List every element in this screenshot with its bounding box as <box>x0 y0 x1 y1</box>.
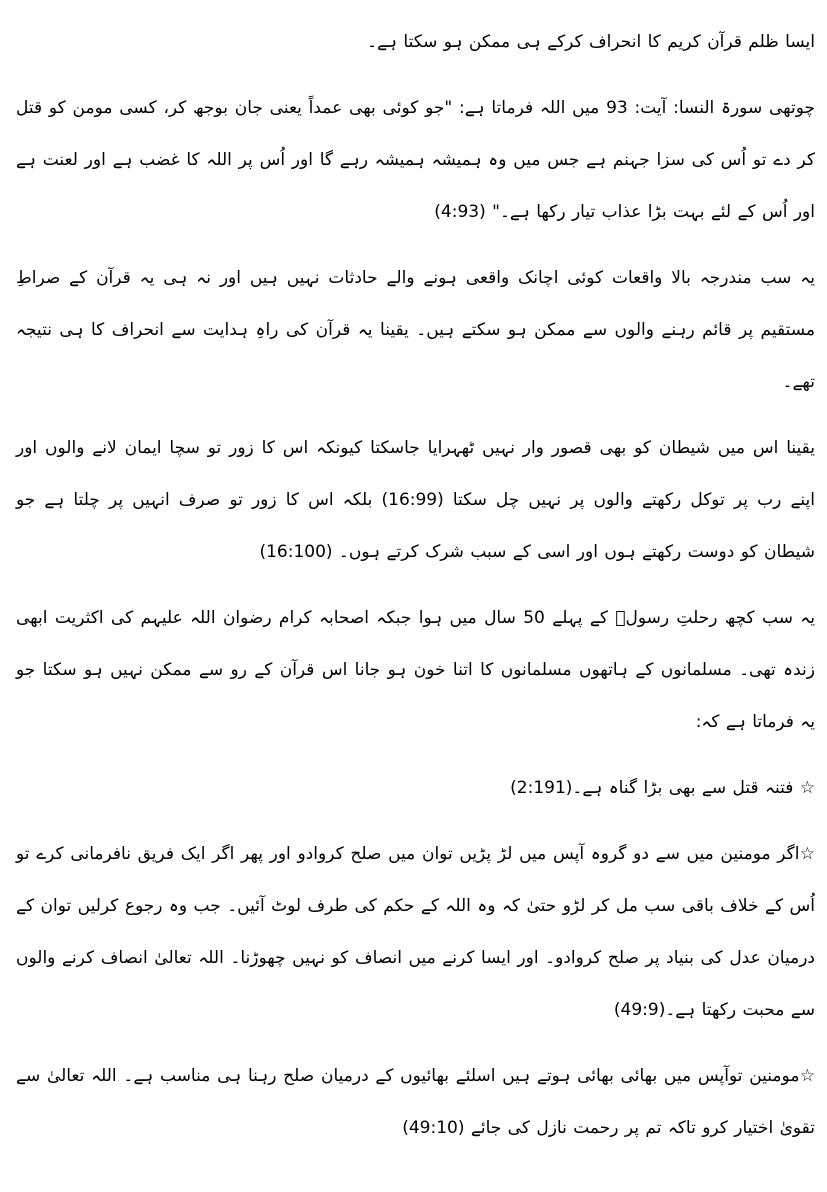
bullet-verse-2-191: ☆ فتنہ قتل سے بھی بڑا گناہ ہے۔(2:191) <box>510 778 815 798</box>
paragraph-fifty-years: یہ سب کچھ رحلتِ رسولؐ کے پہلے 50 سال میں ہوا جبکہ اصحابہ کرام رضوان اللہ علیہم کی اکثریت ابھی زندہ تھی۔ مسلمانوں کے ہاتھوں مسلمانوں کا اتنا خون ہو جانا اس قرآن کے رو سے ممکن نہیں ہو سکتا جو یہ فرماتا ہے کہ: <box>16 608 815 732</box>
paragraph-continuation: ایسا ظلم قرآن کریم کا انحراف کرکے ہی ممکن ہو سکتا ہے۔ <box>367 32 815 52</box>
paragraph-surah-nisa-93: چوتھی سورۃ النسا: آیت: 93 میں اللہ فرماتا ہے: "جو کوئی بھی عمداً یعنی جان بوجھ کر، کسی مومن کو قتل کر دے تو اُس کی سزا جہنم ہے جس میں وہ ہمیشہ ہمیشہ رہے گا اور اُس پر اللہ کا غضب ہے اور لعنت ہے اور اُس کے لئے بہت بڑا عذاب تیار رکھا ہے۔" (4:93) <box>16 98 815 222</box>
paragraph-shaitan-not-blamed: یقینا اس میں شیطان کو بھی قصور وار نہیں ٹھہرایا جاسکتا کیونکہ اس کا زور تو سچا ایمان لانے والوں اور اپنے رب پر توکل رکھتے والوں پر نہیں چل سکتا (16:99) بلکہ اس کا زور تو صرف انہیں پر چلتا ہے جو شیطان کو دوست رکھتے ہوں اور اسی کے سبب شرک کرتے ہوں۔ (16:100) <box>16 438 815 562</box>
paragraph-events-not-accidental: یہ سب مندرجہ بالا واقعات کوئی اچانک واقعی ہونے والے حادثات نہیں ہیں اور نہ ہی یہ قرآن کے صراطِ مستقیم پر قائم رہنے والوں سے ممکن ہو سکتے ہیں۔ یقینا یہ قرآن کی راہِ ہدایت سے انحراف کا ہی نتیجہ تھے۔ <box>16 268 815 392</box>
bullet-verse-49-10: ☆مومنین توآپس میں بھائی بھائی ہوتے ہیں اسلئے بھائیوں کے درمیان صلح رہنا ہی مناسب ہے۔ اللہ تعالیٰ سے تقویٰ اختیار کرو تاکہ تم پر رحمت نازل کی جائے (49:10) <box>16 1066 815 1138</box>
bullet-verse-49-9: ☆اگر مومنین میں سے دو گروہ آپس میں لڑ پڑیں توان میں صلح کروادو اور پھر اگر ایک فریق نافرمانی کرے تو اُس کے خلاف باقی سب مل کر لڑو حتیٰ کہ وہ اللہ کے حکم کی طرف لوٹ آئیں۔ جب وہ رجوع کرلیں توان کے درمیان عدل کی بنیاد پر صلح کروادو۔ اور ایسا کرنے میں انصاف کو نہیں چھوڑنا۔ اللہ تعالیٰ انصاف کرنے والوں سے محبت رکھتا ہے۔(49:9) <box>16 844 815 1020</box>
